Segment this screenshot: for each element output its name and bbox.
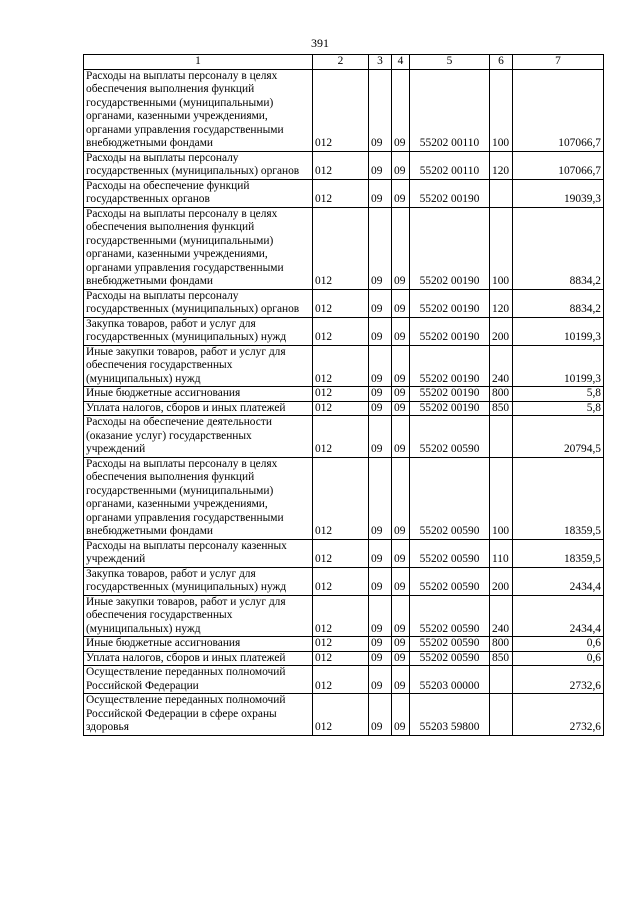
column-header-csr: 5 bbox=[410, 55, 490, 70]
row-name-cell: Осуществление переданных полномочий Российской Федерации bbox=[84, 666, 313, 694]
row-pr-cell: 09 bbox=[392, 567, 410, 595]
row-vr-cell: 240 bbox=[490, 595, 513, 637]
table-row bbox=[84, 69, 604, 151]
row-grbs-cell: 012 bbox=[313, 69, 369, 151]
row-vr-cell: 200 bbox=[490, 567, 513, 595]
row-grbs-cell: 012 bbox=[313, 401, 369, 416]
row-csr-cell: 55203 00000 bbox=[410, 666, 490, 694]
table-row bbox=[84, 567, 604, 595]
row-name-cell: Расходы на выплаты персоналу в целях обеспечения выполнения функций государственными (муниципальными) органами, казенными учреждениями, органами управления государственными внебюджетными фондами bbox=[84, 457, 313, 539]
table-row bbox=[84, 666, 604, 694]
row-csr-cell: 55202 00590 bbox=[410, 416, 490, 458]
row-csr-cell: 55202 00590 bbox=[410, 567, 490, 595]
row-csr-cell: 55202 00590 bbox=[410, 637, 490, 652]
row-sum-cell: 2434,4 bbox=[513, 595, 604, 637]
row-sum-cell: 10199,3 bbox=[513, 317, 604, 345]
table-row bbox=[84, 179, 604, 207]
row-vr-cell: 100 bbox=[490, 457, 513, 539]
row-csr-cell: 55202 00190 bbox=[410, 345, 490, 387]
table-row bbox=[84, 539, 604, 567]
row-pr-cell: 09 bbox=[392, 317, 410, 345]
row-name-cell: Иные бюджетные ассигнования bbox=[84, 637, 313, 652]
row-vr-cell: 120 bbox=[490, 151, 513, 179]
table-row bbox=[84, 637, 604, 652]
row-csr-cell: 55202 00110 bbox=[410, 151, 490, 179]
row-rz-cell: 09 bbox=[369, 539, 392, 567]
row-grbs-cell: 012 bbox=[313, 567, 369, 595]
row-grbs-cell: 012 bbox=[313, 457, 369, 539]
row-vr-cell bbox=[490, 666, 513, 694]
row-csr-cell: 55202 00590 bbox=[410, 457, 490, 539]
row-pr-cell: 09 bbox=[392, 651, 410, 666]
column-header-vr: 6 bbox=[490, 55, 513, 70]
row-csr-cell: 55202 00590 bbox=[410, 595, 490, 637]
row-grbs-cell: 012 bbox=[313, 151, 369, 179]
row-vr-cell: 110 bbox=[490, 539, 513, 567]
row-name-cell: Закупка товаров, работ и услуг для государственных (муниципальных) нужд bbox=[84, 567, 313, 595]
row-vr-cell: 200 bbox=[490, 317, 513, 345]
column-number-row bbox=[84, 55, 604, 70]
row-vr-cell: 120 bbox=[490, 289, 513, 317]
row-rz-cell: 09 bbox=[369, 637, 392, 652]
row-pr-cell: 09 bbox=[392, 595, 410, 637]
column-header-grbs: 2 bbox=[313, 55, 369, 70]
row-grbs-cell: 012 bbox=[313, 694, 369, 736]
row-sum-cell: 8834,2 bbox=[513, 207, 604, 289]
row-rz-cell: 09 bbox=[369, 317, 392, 345]
column-header-rz: 3 bbox=[369, 55, 392, 70]
row-csr-cell: 55202 00110 bbox=[410, 69, 490, 151]
column-header-pr: 4 bbox=[392, 55, 410, 70]
row-rz-cell: 09 bbox=[369, 401, 392, 416]
table-row bbox=[84, 401, 604, 416]
row-name-cell: Закупка товаров, работ и услуг для государственных (муниципальных) нужд bbox=[84, 317, 313, 345]
row-pr-cell: 09 bbox=[392, 345, 410, 387]
row-csr-cell: 55202 00590 bbox=[410, 539, 490, 567]
table-row bbox=[84, 651, 604, 666]
row-grbs-cell: 012 bbox=[313, 416, 369, 458]
page-number: 391 bbox=[311, 36, 329, 50]
table-row bbox=[84, 345, 604, 387]
row-pr-cell: 09 bbox=[392, 637, 410, 652]
row-vr-cell: 850 bbox=[490, 651, 513, 666]
row-sum-cell: 19039,3 bbox=[513, 179, 604, 207]
row-vr-cell: 100 bbox=[490, 207, 513, 289]
row-rz-cell: 09 bbox=[369, 69, 392, 151]
row-rz-cell: 09 bbox=[369, 595, 392, 637]
row-name-cell: Расходы на выплаты персоналу государственных (муниципальных) органов bbox=[84, 289, 313, 317]
table-row bbox=[84, 289, 604, 317]
row-sum-cell: 18359,5 bbox=[513, 539, 604, 567]
row-grbs-cell: 012 bbox=[313, 207, 369, 289]
row-rz-cell: 09 bbox=[369, 289, 392, 317]
row-vr-cell bbox=[490, 694, 513, 736]
row-grbs-cell: 012 bbox=[313, 345, 369, 387]
row-csr-cell: 55203 59800 bbox=[410, 694, 490, 736]
row-sum-cell: 107066,7 bbox=[513, 151, 604, 179]
row-rz-cell: 09 bbox=[369, 416, 392, 458]
row-name-cell: Осуществление переданных полномочий Российской Федерации в сфере охраны здоровья bbox=[84, 694, 313, 736]
table-row bbox=[84, 387, 604, 402]
row-pr-cell: 09 bbox=[392, 401, 410, 416]
table-row bbox=[84, 151, 604, 179]
row-grbs-cell: 012 bbox=[313, 289, 369, 317]
row-sum-cell: 0,6 bbox=[513, 637, 604, 652]
row-rz-cell: 09 bbox=[369, 151, 392, 179]
row-name-cell: Расходы на обеспечение деятельности (оказание услуг) государственных учреждений bbox=[84, 416, 313, 458]
row-name-cell: Иные бюджетные ассигнования bbox=[84, 387, 313, 402]
row-pr-cell: 09 bbox=[392, 694, 410, 736]
row-rz-cell: 09 bbox=[369, 694, 392, 736]
row-rz-cell: 09 bbox=[369, 567, 392, 595]
table-row bbox=[84, 457, 604, 539]
row-csr-cell: 55202 00190 bbox=[410, 207, 490, 289]
row-pr-cell: 09 bbox=[392, 387, 410, 402]
row-rz-cell: 09 bbox=[369, 207, 392, 289]
row-rz-cell: 09 bbox=[369, 457, 392, 539]
row-sum-cell: 0,6 bbox=[513, 651, 604, 666]
row-pr-cell: 09 bbox=[392, 207, 410, 289]
row-pr-cell: 09 bbox=[392, 416, 410, 458]
row-pr-cell: 09 bbox=[392, 151, 410, 179]
table-row bbox=[84, 595, 604, 637]
budget-table bbox=[83, 54, 604, 736]
row-name-cell: Расходы на выплаты персоналу в целях обеспечения выполнения функций государственными (муниципальными) органами, казенными учреждениями, органами управления государственными внебюджетными фондами bbox=[84, 69, 313, 151]
row-sum-cell: 5,8 bbox=[513, 401, 604, 416]
row-grbs-cell: 012 bbox=[313, 179, 369, 207]
row-sum-cell: 8834,2 bbox=[513, 289, 604, 317]
row-grbs-cell: 012 bbox=[313, 595, 369, 637]
row-sum-cell: 2732,6 bbox=[513, 666, 604, 694]
table-row bbox=[84, 317, 604, 345]
row-vr-cell: 850 bbox=[490, 401, 513, 416]
row-pr-cell: 09 bbox=[392, 179, 410, 207]
row-vr-cell bbox=[490, 179, 513, 207]
row-rz-cell: 09 bbox=[369, 345, 392, 387]
row-name-cell: Расходы на выплаты персоналу в целях обеспечения выполнения функций государственными (муниципальными) органами, казенными учреждениями, органами управления государственными внебюджетными фондами bbox=[84, 207, 313, 289]
row-name-cell: Уплата налогов, сборов и иных платежей bbox=[84, 651, 313, 666]
column-header-name: 1 bbox=[84, 55, 313, 70]
row-grbs-cell: 012 bbox=[313, 387, 369, 402]
row-vr-cell: 800 bbox=[490, 637, 513, 652]
row-sum-cell: 10199,3 bbox=[513, 345, 604, 387]
row-vr-cell: 800 bbox=[490, 387, 513, 402]
row-sum-cell: 18359,5 bbox=[513, 457, 604, 539]
row-vr-cell: 100 bbox=[490, 69, 513, 151]
row-rz-cell: 09 bbox=[369, 179, 392, 207]
row-csr-cell: 55202 00190 bbox=[410, 401, 490, 416]
row-sum-cell: 5,8 bbox=[513, 387, 604, 402]
row-csr-cell: 55202 00190 bbox=[410, 317, 490, 345]
row-sum-cell: 107066,7 bbox=[513, 69, 604, 151]
row-grbs-cell: 012 bbox=[313, 651, 369, 666]
row-name-cell: Иные закупки товаров, работ и услуг для обеспечения государственных (муниципальных) нужд bbox=[84, 345, 313, 387]
row-csr-cell: 55202 00190 bbox=[410, 179, 490, 207]
row-sum-cell: 20794,5 bbox=[513, 416, 604, 458]
table-body bbox=[84, 69, 604, 735]
row-sum-cell: 2434,4 bbox=[513, 567, 604, 595]
row-pr-cell: 09 bbox=[392, 69, 410, 151]
row-sum-cell: 2732,6 bbox=[513, 694, 604, 736]
row-name-cell: Расходы на выплаты персоналу казенных учреждений bbox=[84, 539, 313, 567]
row-vr-cell: 240 bbox=[490, 345, 513, 387]
row-csr-cell: 55202 00590 bbox=[410, 651, 490, 666]
row-grbs-cell: 012 bbox=[313, 637, 369, 652]
table-row bbox=[84, 694, 604, 736]
row-rz-cell: 09 bbox=[369, 666, 392, 694]
table-header bbox=[84, 55, 604, 70]
row-csr-cell: 55202 00190 bbox=[410, 387, 490, 402]
row-vr-cell bbox=[490, 416, 513, 458]
row-rz-cell: 09 bbox=[369, 651, 392, 666]
row-pr-cell: 09 bbox=[392, 289, 410, 317]
row-grbs-cell: 012 bbox=[313, 666, 369, 694]
row-name-cell: Расходы на обеспечение функций государственных органов bbox=[84, 179, 313, 207]
row-name-cell: Уплата налогов, сборов и иных платежей bbox=[84, 401, 313, 416]
table-row bbox=[84, 207, 604, 289]
row-pr-cell: 09 bbox=[392, 539, 410, 567]
row-grbs-cell: 012 bbox=[313, 539, 369, 567]
row-name-cell: Расходы на выплаты персоналу государственных (муниципальных) органов bbox=[84, 151, 313, 179]
row-grbs-cell: 012 bbox=[313, 317, 369, 345]
row-csr-cell: 55202 00190 bbox=[410, 289, 490, 317]
row-pr-cell: 09 bbox=[392, 666, 410, 694]
column-header-sum: 7 bbox=[513, 55, 604, 70]
row-rz-cell: 09 bbox=[369, 387, 392, 402]
row-pr-cell: 09 bbox=[392, 457, 410, 539]
table-row bbox=[84, 416, 604, 458]
row-name-cell: Иные закупки товаров, работ и услуг для обеспечения государственных (муниципальных) нужд bbox=[84, 595, 313, 637]
